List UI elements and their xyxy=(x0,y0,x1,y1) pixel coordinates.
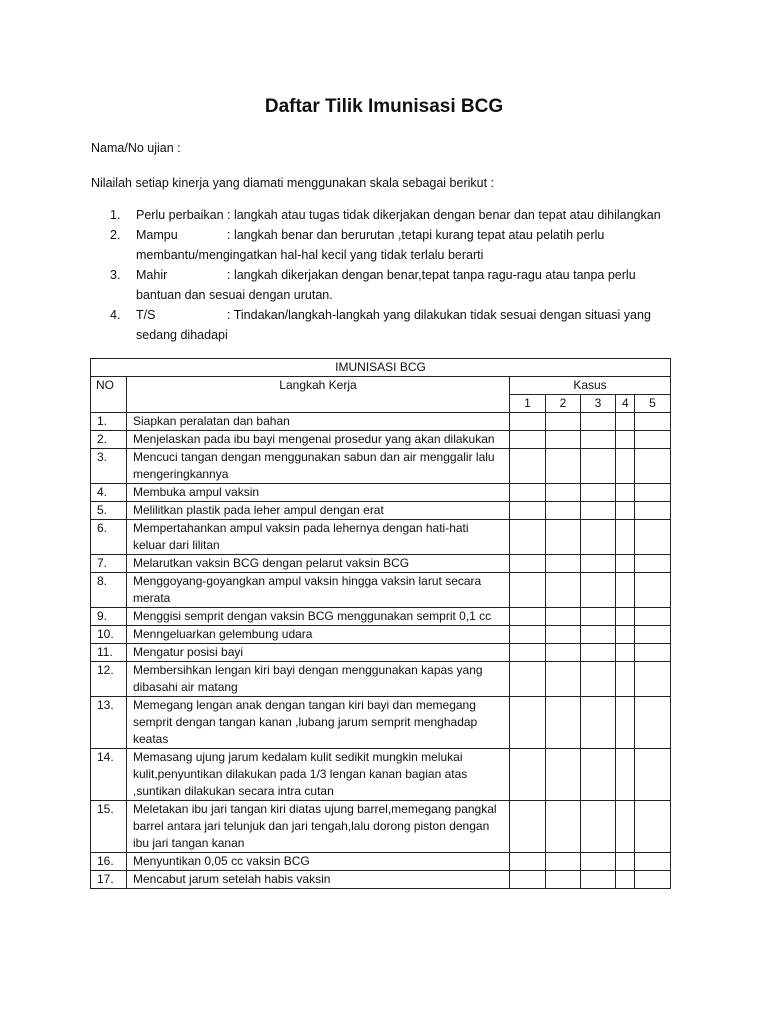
case-check-cell[interactable] xyxy=(581,608,616,626)
row-step: Mencabut jarum setelah habis vaksin xyxy=(127,871,510,889)
case-check-cell[interactable] xyxy=(616,801,635,853)
row-number: 11. xyxy=(91,644,127,662)
row-step: Menyuntikan 0,05 cc vaksin BCG xyxy=(127,853,510,871)
case-check-cell[interactable] xyxy=(546,608,581,626)
row-number: 10. xyxy=(91,626,127,644)
table-caption-row xyxy=(91,359,671,377)
table-row xyxy=(91,853,671,871)
case-check-cell[interactable] xyxy=(510,697,546,749)
criteria-desc: : langkah atau tugas tidak dikerjakan dengan benar dan tepat atau dihilangkan xyxy=(227,208,661,222)
row-step: Menjelaskan pada ibu bayi mengenai prosedur yang akan dilakukan xyxy=(127,431,510,449)
table-row xyxy=(91,484,671,502)
table-row xyxy=(91,626,671,644)
case-check-cell[interactable] xyxy=(616,626,635,644)
criteria-number: 2. xyxy=(110,228,121,242)
table-row xyxy=(91,801,671,853)
case-check-cell[interactable] xyxy=(616,871,635,889)
case-check-cell[interactable] xyxy=(510,608,546,626)
case-check-cell[interactable] xyxy=(581,697,616,749)
case-check-cell[interactable] xyxy=(546,626,581,644)
case-check-cell[interactable] xyxy=(616,749,635,801)
header-cases: Kasus xyxy=(510,377,671,395)
criteria-desc: : langkah benar dan berurutan ,tetapi kurang tepat atau pelatih perlu membantu/mengingatkan hal-hal kecil yang tidak terlalu berarti xyxy=(136,228,605,262)
header-no: NO xyxy=(91,377,127,413)
table-header-row xyxy=(91,377,671,395)
row-step: Memasang ujung jarum kedalam kulit sedikit mungkin melukai kulit,penyuntikan dilakukan pada 1/3 lengan kanan bagian atas ,suntikan dilakukan secara intra cutan xyxy=(127,749,510,801)
case-check-cell[interactable] xyxy=(546,644,581,662)
checklist-body xyxy=(91,413,671,889)
case-check-cell[interactable] xyxy=(546,801,581,853)
table-row xyxy=(91,431,671,449)
criteria-number: 4. xyxy=(110,308,121,322)
row-step: Memegang lengan anak dengan tangan kiri bayi dan memegang semprit dengan tangan kanan ,lubang jarum semprit menghadap keatas xyxy=(127,697,510,749)
case-check-cell[interactable] xyxy=(635,555,671,573)
table-row xyxy=(91,413,671,431)
row-number: 2. xyxy=(91,431,127,449)
case-check-cell[interactable] xyxy=(616,644,635,662)
case-check-cell[interactable] xyxy=(616,484,635,502)
case-check-cell[interactable] xyxy=(616,520,635,555)
case-check-cell[interactable] xyxy=(546,573,581,608)
case-check-cell[interactable] xyxy=(581,449,616,484)
case-check-cell[interactable] xyxy=(581,871,616,889)
case-check-cell[interactable] xyxy=(510,871,546,889)
case-check-cell[interactable] xyxy=(510,449,546,484)
criteria-item xyxy=(110,205,680,225)
case-check-cell[interactable] xyxy=(510,520,546,555)
criteria-desc: : langkah dikerjakan dengan benar,tepat tanpa ragu-ragu atau tanpa perlu bantuan dan sesuai dengan urutan. xyxy=(136,268,636,302)
case-check-cell[interactable] xyxy=(546,484,581,502)
case-check-cell[interactable] xyxy=(546,431,581,449)
case-check-cell[interactable] xyxy=(635,431,671,449)
table-row xyxy=(91,644,671,662)
case-check-cell[interactable] xyxy=(510,502,546,520)
case-check-cell[interactable] xyxy=(546,502,581,520)
table-row xyxy=(91,449,671,484)
name-label: Nama/No ujian : xyxy=(91,141,181,155)
case-check-cell[interactable] xyxy=(581,573,616,608)
case-check-cell[interactable] xyxy=(635,871,671,889)
case-check-cell[interactable] xyxy=(635,484,671,502)
criteria-term: Mahir xyxy=(136,268,168,282)
case-check-cell[interactable] xyxy=(581,749,616,801)
table-caption: IMUNISASI BCG xyxy=(91,359,671,377)
case-check-cell[interactable] xyxy=(546,871,581,889)
case-check-cell[interactable] xyxy=(635,520,671,555)
case-check-cell[interactable] xyxy=(546,413,581,431)
row-step: Meletakan ibu jari tangan kiri diatas ujung barrel,memegang pangkal barrel antara jari telunjuk dan jari tengah,lalu dorong piston dengan ibu jari tangan kanan xyxy=(127,801,510,853)
case-check-cell[interactable] xyxy=(616,573,635,608)
case-number: 1 xyxy=(510,395,546,413)
case-check-cell[interactable] xyxy=(510,626,546,644)
case-check-cell[interactable] xyxy=(635,749,671,801)
row-step: Mengatur posisi bayi xyxy=(127,644,510,662)
case-check-cell[interactable] xyxy=(581,801,616,853)
case-check-cell[interactable] xyxy=(581,555,616,573)
row-number: 13. xyxy=(91,697,127,749)
case-check-cell[interactable] xyxy=(635,449,671,484)
table-row xyxy=(91,749,671,801)
row-step: Menggoyang-goyangkan ampul vaksin hingga vaksin larut secara merata xyxy=(127,573,510,608)
row-number: 1. xyxy=(91,413,127,431)
row-number: 8. xyxy=(91,573,127,608)
row-step: Menngeluarkan gelembung udara xyxy=(127,626,510,644)
criteria-term: Perlu perbaikan xyxy=(136,208,224,222)
row-number: 14. xyxy=(91,749,127,801)
page-title: Daftar Tilik Imunisasi BCG xyxy=(264,96,504,117)
case-check-cell[interactable] xyxy=(510,853,546,871)
case-check-cell[interactable] xyxy=(616,608,635,626)
table-row xyxy=(91,662,671,697)
row-number: 7. xyxy=(91,555,127,573)
case-check-cell[interactable] xyxy=(635,644,671,662)
case-check-cell[interactable] xyxy=(616,662,635,697)
case-check-cell[interactable] xyxy=(635,697,671,749)
criteria-list xyxy=(110,205,680,345)
row-step: Siapkan peralatan dan bahan xyxy=(127,413,510,431)
case-check-cell[interactable] xyxy=(616,431,635,449)
case-check-cell[interactable] xyxy=(616,697,635,749)
case-check-cell[interactable] xyxy=(510,431,546,449)
header-step: Langkah Kerja xyxy=(127,377,510,413)
case-check-cell[interactable] xyxy=(510,484,546,502)
case-check-cell[interactable] xyxy=(510,573,546,608)
row-number: 6. xyxy=(91,520,127,555)
case-check-cell[interactable] xyxy=(616,449,635,484)
case-check-cell[interactable] xyxy=(581,626,616,644)
row-step: Membersihkan lengan kiri bayi dengan menggunakan kapas yang dibasahi air matang xyxy=(127,662,510,697)
case-number: 3 xyxy=(581,395,616,413)
table-row xyxy=(91,520,671,555)
case-check-cell[interactable] xyxy=(581,520,616,555)
table-row xyxy=(91,573,671,608)
criteria-item xyxy=(110,225,680,265)
row-number: 15. xyxy=(91,801,127,853)
row-number: 17. xyxy=(91,871,127,889)
row-number: 4. xyxy=(91,484,127,502)
case-check-cell[interactable] xyxy=(546,555,581,573)
instruction-text: Nilailah setiap kinerja yang diamati menggunakan skala sebagai berikut : xyxy=(91,176,495,190)
case-check-cell[interactable] xyxy=(510,555,546,573)
row-number: 3. xyxy=(91,449,127,484)
case-check-cell[interactable] xyxy=(581,662,616,697)
table-row xyxy=(91,871,671,889)
case-check-cell[interactable] xyxy=(581,413,616,431)
case-check-cell[interactable] xyxy=(616,853,635,871)
case-number: 2 xyxy=(546,395,581,413)
case-check-cell[interactable] xyxy=(546,853,581,871)
row-step: Mempertahankan ampul vaksin pada lehernya dengan hati-hati keluar dari lilitan xyxy=(127,520,510,555)
row-step: Membuka ampul vaksin xyxy=(127,484,510,502)
table-row xyxy=(91,502,671,520)
row-step: Melarutkan vaksin BCG dengan pelarut vaksin BCG xyxy=(127,555,510,573)
case-check-cell[interactable] xyxy=(546,697,581,749)
case-check-cell[interactable] xyxy=(510,644,546,662)
table-row xyxy=(91,697,671,749)
case-check-cell[interactable] xyxy=(635,413,671,431)
case-check-cell[interactable] xyxy=(546,749,581,801)
case-check-cell[interactable] xyxy=(635,573,671,608)
checklist-table xyxy=(90,358,671,889)
row-step: Mencuci tangan dengan menggunakan sabun dan air menggalir lalu mengeringkannya xyxy=(127,449,510,484)
case-check-cell[interactable] xyxy=(581,644,616,662)
row-step: Menggisi semprit dengan vaksin BCG menggunakan semprit 0,1 cc xyxy=(127,608,510,626)
case-check-cell[interactable] xyxy=(581,502,616,520)
row-number: 9. xyxy=(91,608,127,626)
case-check-cell[interactable] xyxy=(510,749,546,801)
case-check-cell[interactable] xyxy=(581,431,616,449)
case-check-cell[interactable] xyxy=(616,555,635,573)
row-step: Melilitkan plastik pada leher ampul dengan erat xyxy=(127,502,510,520)
table-row xyxy=(91,555,671,573)
case-check-cell[interactable] xyxy=(635,853,671,871)
criteria-number: 3. xyxy=(110,268,121,282)
case-check-cell[interactable] xyxy=(616,413,635,431)
case-check-cell[interactable] xyxy=(635,626,671,644)
case-check-cell[interactable] xyxy=(510,801,546,853)
case-check-cell[interactable] xyxy=(581,484,616,502)
case-check-cell[interactable] xyxy=(635,502,671,520)
row-number: 5. xyxy=(91,502,127,520)
case-check-cell[interactable] xyxy=(635,662,671,697)
case-check-cell[interactable] xyxy=(546,520,581,555)
criteria-item xyxy=(110,265,680,305)
case-check-cell[interactable] xyxy=(581,853,616,871)
row-number: 12. xyxy=(91,662,127,697)
criteria-number: 1. xyxy=(110,208,121,222)
table-row xyxy=(91,608,671,626)
case-check-cell[interactable] xyxy=(635,801,671,853)
case-number: 4 xyxy=(616,395,635,413)
case-check-cell[interactable] xyxy=(510,662,546,697)
criteria-term: T/S xyxy=(136,308,156,322)
case-check-cell[interactable] xyxy=(546,449,581,484)
criteria-term: Mampu xyxy=(136,228,178,242)
case-check-cell[interactable] xyxy=(616,502,635,520)
case-check-cell[interactable] xyxy=(546,662,581,697)
case-number: 5 xyxy=(635,395,671,413)
criteria-item xyxy=(110,305,680,345)
case-check-cell[interactable] xyxy=(510,413,546,431)
row-number: 16. xyxy=(91,853,127,871)
criteria-desc: : Tindakan/langkah-langkah yang dilakukan tidak sesuai dengan situasi yang sedang dihadapi xyxy=(136,308,651,342)
case-check-cell[interactable] xyxy=(635,608,671,626)
